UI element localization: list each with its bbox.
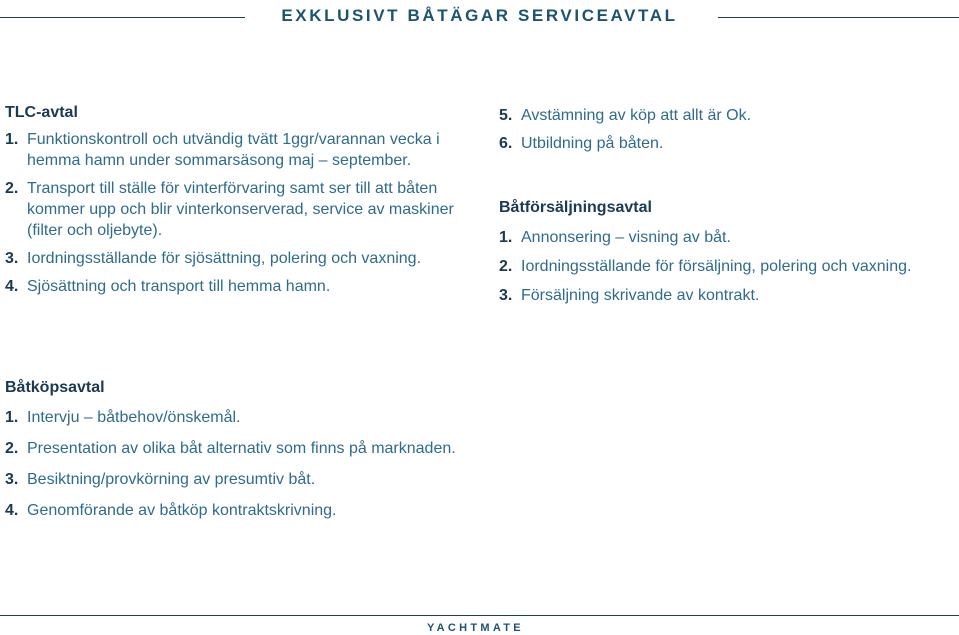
- item-number: 2.: [5, 180, 19, 197]
- item-number: 6.: [499, 135, 513, 152]
- item-text: Iordningsställande för försäljning, polering och vaxning.: [521, 258, 912, 275]
- item-number: 2.: [499, 258, 513, 275]
- list-item: [499, 256, 949, 277]
- kop-title: Båtköpsavtal: [5, 379, 105, 396]
- list-item: [5, 407, 467, 428]
- item-text: Utbildning på båten.: [521, 135, 664, 152]
- item-number: 4.: [5, 502, 19, 519]
- item-text: Sjösättning och transport till hemma hamn.: [27, 278, 331, 295]
- page-title: EXKLUSIVT BÅTÄGAR SERVICEAVTAL: [281, 6, 678, 25]
- list-item: [5, 129, 467, 171]
- item-text: Avstämning av köp att allt är Ok.: [521, 107, 752, 124]
- item-number: 3.: [5, 250, 19, 267]
- list-item: [5, 438, 467, 459]
- item-text: Iordningsställande för sjösättning, polering och vaxning.: [27, 250, 422, 267]
- footer-brand: YACHTMATE: [427, 622, 524, 634]
- list-item: [5, 276, 467, 297]
- salj-title: Båtförsäljningsavtal: [499, 199, 652, 216]
- list-item: [5, 248, 467, 269]
- tlc-section: [5, 104, 467, 297]
- item-number: 5.: [499, 107, 513, 124]
- list-item: [499, 227, 949, 248]
- item-number: 3.: [5, 471, 19, 488]
- item-number: 1.: [499, 229, 513, 246]
- header-rule-right: [718, 17, 959, 18]
- item-text: Funktionskontroll och utvändig tvätt 1ggr/varannan vecka i hemma hamn under sommarsäsong maj – september.: [27, 131, 440, 169]
- kop-continued-list: [499, 105, 949, 154]
- item-text: Transport till ställe för vinterförvaring samt ser till att båten kommer upp och blir vinterkonserverad, service av maskiner (filter och oljebyte).: [27, 180, 454, 239]
- list-item: [499, 285, 949, 306]
- kop-list: [5, 407, 467, 521]
- item-number: 1.: [5, 131, 19, 148]
- list-item: [499, 133, 949, 154]
- item-text: Genomförande av båtköp kontraktskrivning.: [27, 502, 337, 519]
- item-text: Besiktning/provkörning av presumtiv båt.: [27, 471, 316, 488]
- tlc-list: [5, 129, 467, 297]
- item-text: Intervju – båtbehov/önskemål.: [27, 409, 241, 426]
- list-item: [5, 500, 467, 521]
- item-number: 1.: [5, 409, 19, 426]
- item-number: 3.: [499, 287, 513, 304]
- kop-continued-section: [499, 105, 949, 154]
- item-number: 2.: [5, 440, 19, 457]
- list-item: [499, 105, 949, 126]
- item-text: Presentation av olika båt alternativ som finns på marknaden.: [27, 440, 456, 457]
- kop-section: [5, 379, 467, 521]
- list-item: [5, 178, 467, 241]
- list-item: [5, 469, 467, 490]
- salj-list: [499, 227, 949, 306]
- footer-rule-left: [0, 615, 959, 616]
- tlc-title: TLC-avtal: [5, 104, 78, 121]
- salj-section: [499, 199, 949, 306]
- item-text: Annonsering – visning av båt.: [521, 229, 731, 246]
- item-number: 4.: [5, 278, 19, 295]
- item-text: Försäljning skrivande av kontrakt.: [521, 287, 760, 304]
